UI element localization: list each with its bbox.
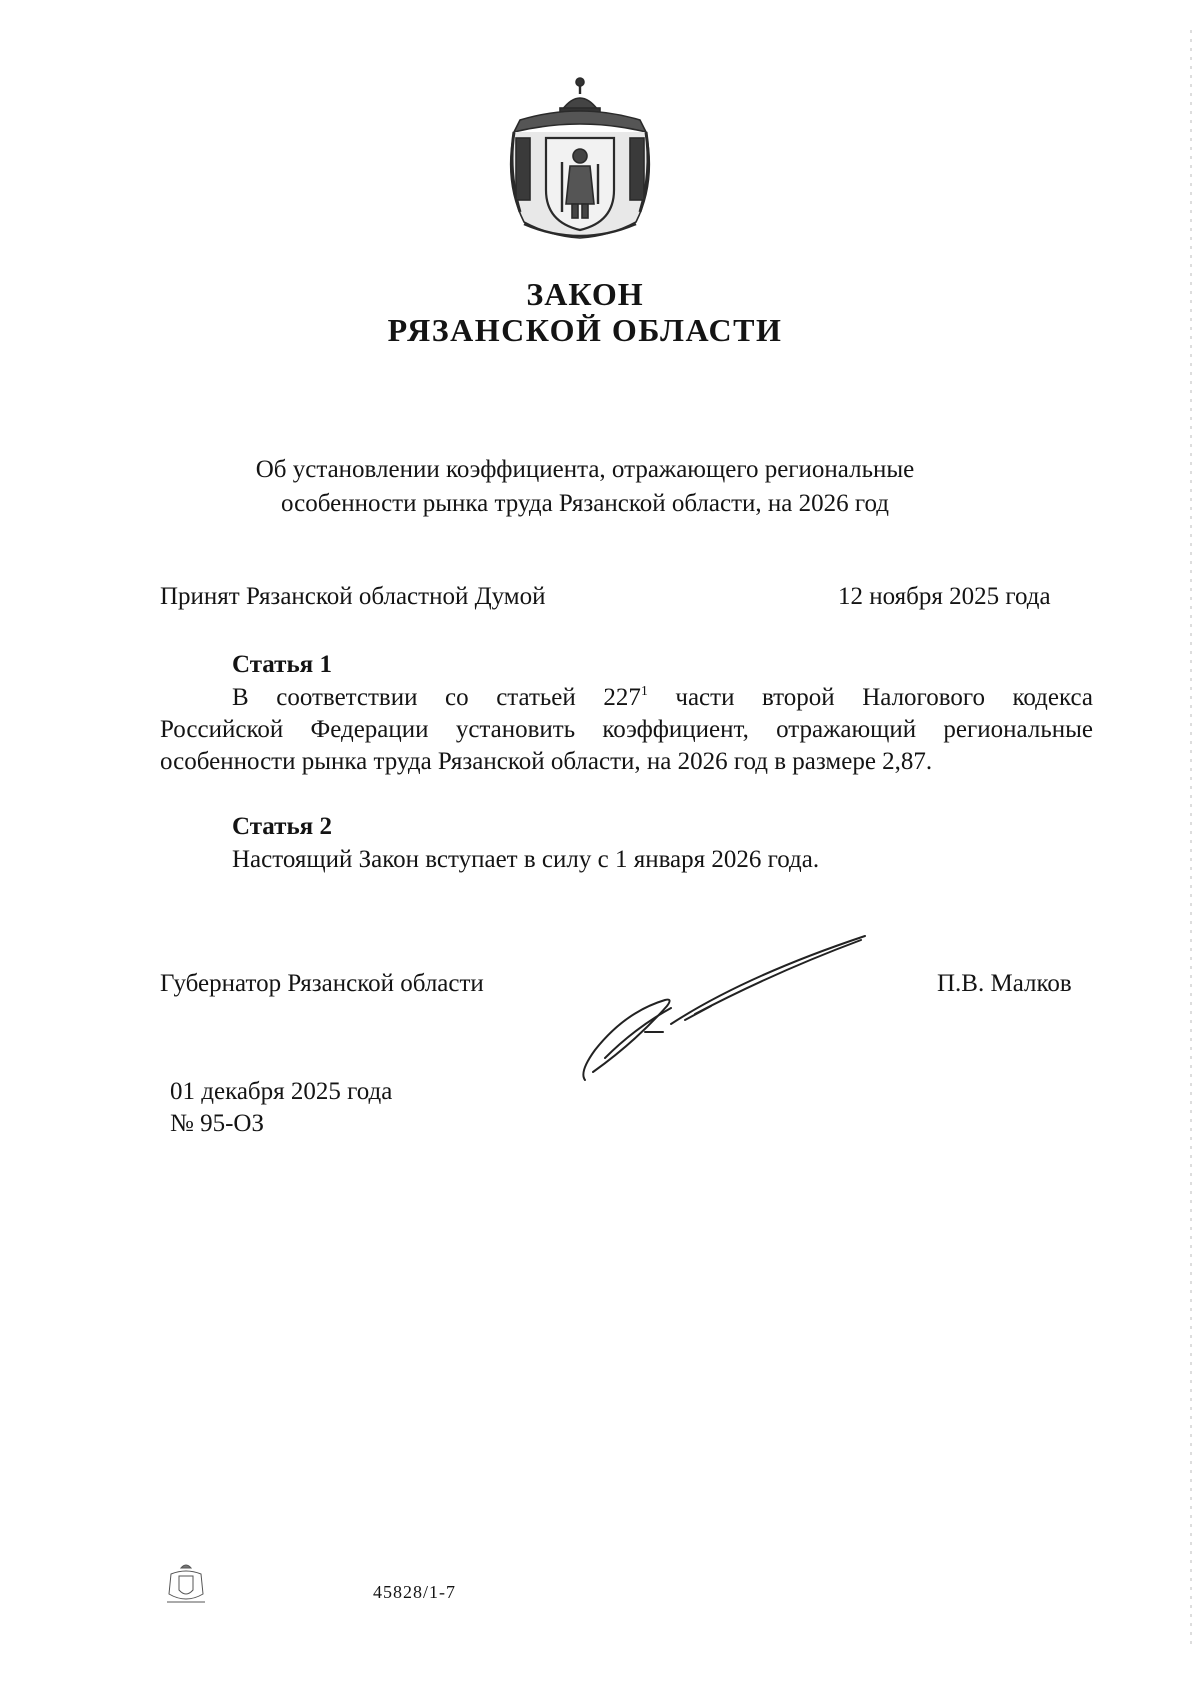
law-subject-line2: особенности рынка труда Рязанской области, на 2026 год: [281, 490, 889, 517]
adopted-by: Принят Рязанской областной Думой: [160, 583, 546, 610]
adopted-date: 12 ноября 2025 года: [838, 583, 1051, 610]
small-emblem-icon: [165, 1560, 207, 1606]
footer-code: 45828/1-7: [373, 1582, 456, 1602]
article1-line2: Российской Федерации установить коэффициент, отражающий региональные: [160, 716, 1093, 743]
article1-line1-after: части второй Налогового кодекса: [647, 684, 1093, 711]
signer-title: Губернатор Рязанской области: [160, 970, 484, 997]
signer-name: П.В. Малков: [937, 970, 1072, 997]
article1-line3: особенности рынка труда Рязанской области, на 2026 год в размере 2,87.: [160, 748, 933, 775]
document-title-line2: РЯЗАНСКОЙ ОБЛАСТИ: [387, 312, 783, 348]
article1-heading: Статья 1: [232, 651, 332, 678]
signed-date: 01 декабря 2025 года: [170, 1078, 393, 1105]
article1-line1: [232, 681, 1093, 715]
document-title-line1: ЗАКОН: [526, 276, 644, 312]
law-subject-line1: Об установлении коэффициента, отражающего региональные: [255, 456, 915, 483]
article1-line1-before: В соответствии со статьей 227: [232, 684, 641, 711]
article2-line1: Настоящий Закон вступает в силу с 1 января 2026 года.: [232, 846, 820, 873]
handwritten-signature: [575, 932, 875, 1092]
article1-superscript: 1: [640, 684, 648, 699]
coat-of-arms-icon: [500, 72, 660, 244]
scan-edge-line: [1190, 30, 1192, 1650]
law-number: № 95-ОЗ: [170, 1110, 265, 1137]
article2-heading: Статья 2: [232, 813, 332, 840]
